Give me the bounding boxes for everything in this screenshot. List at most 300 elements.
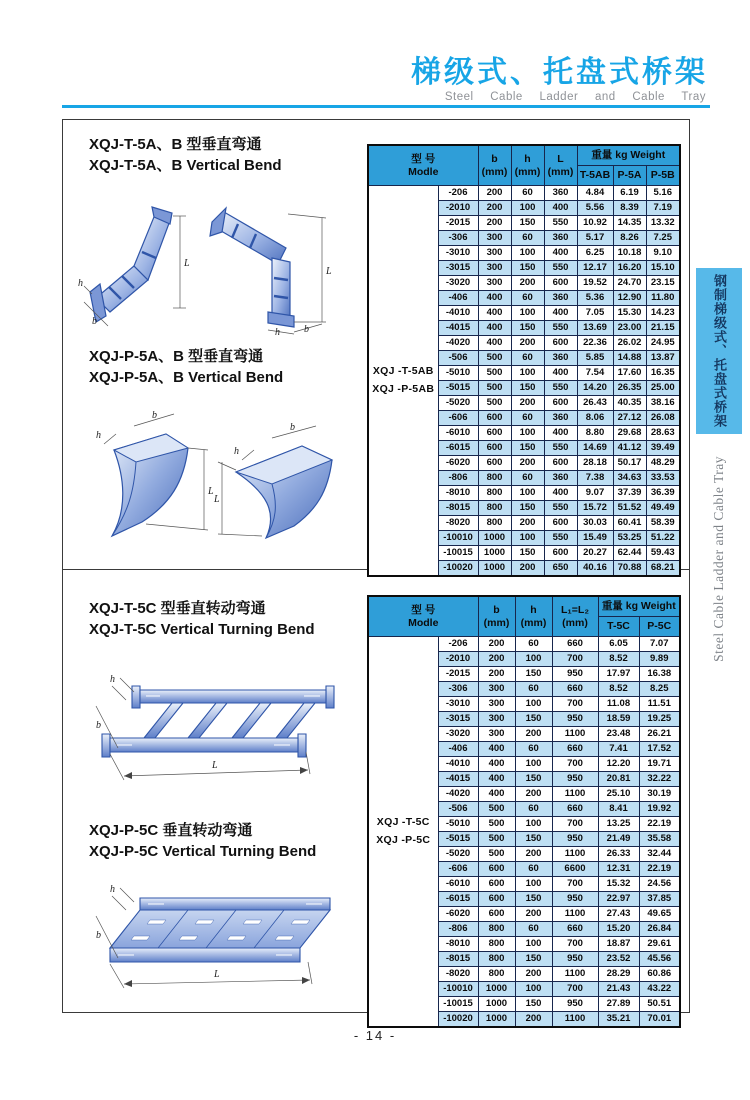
value-cell: 60: [511, 231, 544, 246]
value-cell: 27.12: [613, 411, 646, 426]
value-cell: 500: [478, 802, 515, 817]
value-cell: 12.90: [613, 291, 646, 306]
model-cell: -8020: [438, 516, 478, 531]
value-cell: 8.39: [613, 201, 646, 216]
value-cell: 400: [478, 772, 515, 787]
value-cell: 23.15: [646, 276, 680, 291]
model-cell: -4015: [438, 772, 478, 787]
value-cell: 13.25: [598, 817, 639, 832]
value-cell: 500: [478, 817, 515, 832]
value-cell: 60: [515, 922, 552, 937]
value-cell: 500: [478, 381, 511, 396]
model-cell: -3010: [438, 246, 478, 261]
value-cell: 24.95: [646, 336, 680, 351]
model-cell: -206: [438, 637, 478, 652]
value-cell: 150: [511, 261, 544, 276]
dim-label-h: h: [96, 430, 101, 441]
value-cell: 100: [515, 937, 552, 952]
value-cell: 400: [544, 426, 577, 441]
value-cell: 100: [511, 426, 544, 441]
diagram-ladder-vertical-bend: [76, 186, 366, 336]
value-cell: 400: [544, 306, 577, 321]
value-cell: 60.86: [639, 967, 680, 982]
value-cell: 100: [511, 306, 544, 321]
model-cell: -206: [438, 186, 478, 201]
value-cell: 200: [515, 727, 552, 742]
value-cell: 200: [515, 847, 552, 862]
model-cell: -8020: [438, 967, 478, 982]
value-cell: 200: [478, 186, 511, 201]
value-cell: 200: [478, 667, 515, 682]
value-cell: 800: [478, 486, 511, 501]
value-cell: 200: [511, 516, 544, 531]
spec-table-5c: [367, 595, 681, 1028]
value-cell: 6.25: [577, 246, 613, 261]
value-cell: 400: [478, 757, 515, 772]
value-cell: 59.43: [646, 546, 680, 561]
model-cell: -3020: [438, 727, 478, 742]
value-cell: 28.29: [598, 967, 639, 982]
value-cell: 300: [478, 682, 515, 697]
heading-cn: XQJ-P-5C 垂直转动弯通: [89, 822, 253, 839]
heading-en: XQJ-P-5C Vertical Turning Bend: [89, 843, 317, 860]
value-cell: 9.10: [646, 246, 680, 261]
value-cell: 400: [478, 321, 511, 336]
value-cell: 700: [552, 937, 598, 952]
dim-label-b: b: [96, 720, 101, 731]
value-cell: 30.03: [577, 516, 613, 531]
value-cell: 600: [478, 426, 511, 441]
heading-cn: XQJ-T-5A、B 型垂直弯通: [89, 136, 262, 153]
content-frame: [62, 119, 690, 1024]
value-cell: 11.08: [598, 697, 639, 712]
value-cell: 150: [511, 216, 544, 231]
value-cell: 7.38: [577, 471, 613, 486]
value-cell: 800: [478, 967, 515, 982]
value-cell: 16.35: [646, 366, 680, 381]
value-cell: 60: [515, 682, 552, 697]
col-header-p5b: P-5B: [646, 166, 680, 186]
value-cell: 5.17: [577, 231, 613, 246]
value-cell: 26.08: [646, 411, 680, 426]
value-cell: 22.36: [577, 336, 613, 351]
dim-label-h: h: [275, 327, 280, 336]
value-cell: 7.54: [577, 366, 613, 381]
value-cell: 15.30: [613, 306, 646, 321]
value-cell: 200: [511, 336, 544, 351]
model-cell: -2015: [438, 667, 478, 682]
model-cell: -606: [438, 862, 478, 877]
value-cell: 14.20: [577, 381, 613, 396]
value-cell: 12.17: [577, 261, 613, 276]
col-header-b: b (mm): [478, 145, 511, 186]
dim-label-h: h: [234, 446, 239, 457]
value-cell: 62.44: [613, 546, 646, 561]
value-cell: 200: [515, 967, 552, 982]
value-cell: 17.97: [598, 667, 639, 682]
value-cell: 12.31: [598, 862, 639, 877]
value-cell: 41.12: [613, 441, 646, 456]
value-cell: 950: [552, 772, 598, 787]
value-cell: 600: [478, 907, 515, 922]
value-cell: 43.22: [639, 982, 680, 997]
value-cell: 8.06: [577, 411, 613, 426]
value-cell: 27.43: [598, 907, 639, 922]
value-cell: 300: [478, 697, 515, 712]
value-cell: 660: [552, 742, 598, 757]
value-cell: 300: [478, 261, 511, 276]
model-cell: -4020: [438, 336, 478, 351]
model-cell: -10010: [438, 982, 478, 997]
model-cell: -4010: [438, 306, 478, 321]
value-cell: 68.21: [646, 561, 680, 577]
product-heading-p5ab: [89, 346, 283, 388]
value-cell: 5.85: [577, 351, 613, 366]
value-cell: 30.19: [639, 787, 680, 802]
model-cell: -8015: [438, 952, 478, 967]
value-cell: 100: [515, 652, 552, 667]
value-cell: 13.87: [646, 351, 680, 366]
sidebar-label-en: Steel Cable Ladder and Cable Tray: [711, 456, 726, 662]
value-cell: 800: [478, 937, 515, 952]
diagram-ladder-turning-bend: [76, 662, 366, 812]
col-header-weight: 重量 kg Weight: [598, 596, 680, 617]
value-cell: 27.89: [598, 997, 639, 1012]
value-cell: 550: [544, 321, 577, 336]
value-cell: 13.69: [577, 321, 613, 336]
value-cell: 11.80: [646, 291, 680, 306]
model-cell: -606: [438, 411, 478, 426]
value-cell: 40.35: [613, 396, 646, 411]
value-cell: 23.00: [613, 321, 646, 336]
model-cell: -806: [438, 922, 478, 937]
value-cell: 600: [544, 396, 577, 411]
heading-cn: XQJ-T-5C 型垂直转动弯通: [89, 600, 266, 617]
value-cell: 15.10: [646, 261, 680, 276]
value-cell: 28.18: [577, 456, 613, 471]
value-cell: 150: [511, 321, 544, 336]
dim-label-h: h: [110, 884, 115, 895]
model-cell: -8010: [438, 486, 478, 501]
value-cell: 150: [515, 667, 552, 682]
value-cell: 26.84: [639, 922, 680, 937]
value-cell: 60: [511, 186, 544, 201]
value-cell: 400: [478, 291, 511, 306]
value-cell: 21.43: [598, 982, 639, 997]
value-cell: 700: [552, 817, 598, 832]
value-cell: 300: [478, 276, 511, 291]
value-cell: 60: [511, 351, 544, 366]
value-cell: 1000: [478, 997, 515, 1012]
value-cell: 400: [478, 336, 511, 351]
value-cell: 550: [544, 381, 577, 396]
value-cell: 1000: [478, 561, 511, 577]
value-cell: 600: [544, 516, 577, 531]
value-cell: 60.41: [613, 516, 646, 531]
value-cell: 16.38: [639, 667, 680, 682]
col-header-p5a: P-5A: [613, 166, 646, 186]
value-cell: 360: [544, 351, 577, 366]
dim-label-b: b: [92, 316, 97, 327]
value-cell: 26.43: [577, 396, 613, 411]
value-cell: 200: [478, 637, 515, 652]
model-cell: -406: [438, 291, 478, 306]
value-cell: 600: [544, 546, 577, 561]
value-cell: 1100: [552, 847, 598, 862]
value-cell: 26.35: [613, 381, 646, 396]
value-cell: 300: [478, 712, 515, 727]
value-cell: 22.19: [639, 817, 680, 832]
dim-label-l: L: [326, 266, 332, 277]
value-cell: 32.22: [639, 772, 680, 787]
value-cell: 24.70: [613, 276, 646, 291]
model-cell: -5015: [438, 832, 478, 847]
value-cell: 100: [515, 697, 552, 712]
value-cell: 200: [515, 787, 552, 802]
col-header-b: b (mm): [478, 596, 515, 637]
value-cell: 10.18: [613, 246, 646, 261]
sidebar-category-box: [696, 268, 742, 434]
model-cell: -5010: [438, 817, 478, 832]
value-cell: 360: [544, 231, 577, 246]
value-cell: 60: [511, 471, 544, 486]
value-cell: 150: [515, 952, 552, 967]
value-cell: 200: [511, 276, 544, 291]
col-header-l: L (mm): [544, 145, 577, 186]
value-cell: 16.20: [613, 261, 646, 276]
model-cell: -306: [438, 231, 478, 246]
model-cell: -6020: [438, 456, 478, 471]
value-cell: 950: [552, 667, 598, 682]
value-cell: 150: [511, 381, 544, 396]
value-cell: 8.25: [639, 682, 680, 697]
value-cell: 400: [544, 246, 577, 261]
col-header-h: h (mm): [515, 596, 552, 637]
col-header-weight: 重量 kg Weight: [577, 145, 680, 166]
value-cell: 8.52: [598, 652, 639, 667]
table-row: [368, 186, 680, 201]
value-cell: 60: [515, 802, 552, 817]
value-cell: 39.49: [646, 441, 680, 456]
value-cell: 58.39: [646, 516, 680, 531]
value-cell: 29.61: [639, 937, 680, 952]
value-cell: 13.32: [646, 216, 680, 231]
value-cell: 150: [515, 892, 552, 907]
value-cell: 50.17: [613, 456, 646, 471]
value-cell: 300: [478, 246, 511, 261]
value-cell: 150: [515, 712, 552, 727]
model-cell: -3010: [438, 697, 478, 712]
model-cell: -3015: [438, 712, 478, 727]
col-header-t5c: T-5C: [598, 617, 639, 637]
value-cell: 1100: [552, 967, 598, 982]
col-header-l1l2: L₁=L₂ (mm): [552, 596, 598, 637]
value-cell: 14.35: [613, 216, 646, 231]
value-cell: 9.07: [577, 486, 613, 501]
spec-table-5ab: [367, 144, 681, 577]
value-cell: 29.68: [613, 426, 646, 441]
value-cell: 60: [511, 291, 544, 306]
value-cell: 21.49: [598, 832, 639, 847]
model-cell: -506: [438, 802, 478, 817]
value-cell: 200: [511, 456, 544, 471]
value-cell: 150: [511, 501, 544, 516]
col-header-p5c: P-5C: [639, 617, 680, 637]
value-cell: 100: [515, 982, 552, 997]
value-cell: 60: [515, 862, 552, 877]
value-cell: 600: [544, 456, 577, 471]
value-cell: 26.33: [598, 847, 639, 862]
value-cell: 660: [552, 682, 598, 697]
col-header-t5ab: T-5AB: [577, 166, 613, 186]
value-cell: 150: [511, 546, 544, 561]
diagram-tray-vertical-bend: [76, 404, 366, 559]
value-cell: 150: [515, 832, 552, 847]
value-cell: 25.10: [598, 787, 639, 802]
value-cell: 100: [511, 366, 544, 381]
value-cell: 600: [544, 276, 577, 291]
value-cell: 33.53: [646, 471, 680, 486]
value-cell: 700: [552, 757, 598, 772]
value-cell: 360: [544, 291, 577, 306]
value-cell: 22.19: [639, 862, 680, 877]
model-cell: -5020: [438, 847, 478, 862]
value-cell: 700: [552, 697, 598, 712]
model-cell: -2010: [438, 652, 478, 667]
value-cell: 8.41: [598, 802, 639, 817]
model-cell: -8015: [438, 501, 478, 516]
value-cell: 800: [478, 922, 515, 937]
value-cell: 24.56: [639, 877, 680, 892]
value-cell: 200: [511, 561, 544, 577]
value-cell: 200: [478, 652, 515, 667]
value-cell: 7.05: [577, 306, 613, 321]
value-cell: 150: [515, 997, 552, 1012]
value-cell: 200: [515, 1012, 552, 1028]
value-cell: 500: [478, 351, 511, 366]
value-cell: 6.05: [598, 637, 639, 652]
value-cell: 950: [552, 832, 598, 847]
value-cell: 950: [552, 952, 598, 967]
value-cell: 400: [544, 366, 577, 381]
value-cell: 500: [478, 366, 511, 381]
value-cell: 70.88: [613, 561, 646, 577]
model-cell: -806: [438, 471, 478, 486]
value-cell: 550: [544, 261, 577, 276]
value-cell: 360: [544, 471, 577, 486]
model-cell: -8010: [438, 937, 478, 952]
value-cell: 25.00: [646, 381, 680, 396]
page-title-en: Steel Cable Ladder and Cable Tray: [444, 91, 706, 103]
value-cell: 60: [515, 637, 552, 652]
dim-label-h: h: [110, 674, 115, 685]
value-cell: 600: [478, 411, 511, 426]
value-cell: 200: [511, 396, 544, 411]
value-cell: 700: [552, 877, 598, 892]
value-cell: 53.25: [613, 531, 646, 546]
value-cell: 23.48: [598, 727, 639, 742]
value-cell: 18.87: [598, 937, 639, 952]
value-cell: 23.52: [598, 952, 639, 967]
value-cell: 600: [478, 877, 515, 892]
value-cell: 400: [544, 201, 577, 216]
value-cell: 950: [552, 997, 598, 1012]
value-cell: 500: [478, 832, 515, 847]
value-cell: 26.02: [613, 336, 646, 351]
value-cell: 35.58: [639, 832, 680, 847]
value-cell: 18.59: [598, 712, 639, 727]
value-cell: 15.32: [598, 877, 639, 892]
value-cell: 500: [478, 847, 515, 862]
value-cell: 1100: [552, 907, 598, 922]
value-cell: 38.16: [646, 396, 680, 411]
model-cell: -6015: [438, 892, 478, 907]
model-cell: -10020: [438, 561, 478, 577]
model-cell: -5020: [438, 396, 478, 411]
model-cell: -3015: [438, 261, 478, 276]
value-cell: 28.63: [646, 426, 680, 441]
value-cell: 20.81: [598, 772, 639, 787]
value-cell: 7.19: [646, 201, 680, 216]
value-cell: 4.84: [577, 186, 613, 201]
value-cell: 600: [478, 862, 515, 877]
model-cell: -6015: [438, 441, 478, 456]
heading-en: XQJ-T-5A、B Vertical Bend: [89, 157, 282, 174]
value-cell: 600: [478, 441, 511, 456]
model-cell: -2015: [438, 216, 478, 231]
value-cell: 400: [478, 787, 515, 802]
page-number: - 14 -: [353, 1028, 397, 1043]
value-cell: 5.36: [577, 291, 613, 306]
model-cell: -10015: [438, 546, 478, 561]
value-cell: 660: [552, 637, 598, 652]
value-cell: 600: [478, 892, 515, 907]
col-header-model: 型 号 Modle: [368, 596, 478, 637]
value-cell: 60: [515, 742, 552, 757]
dim-label-l: L: [212, 760, 218, 771]
page-title-cn: 梯级式、托盘式桥架: [411, 56, 708, 89]
model-cell: -3020: [438, 276, 478, 291]
model-cell: -6010: [438, 426, 478, 441]
sidebar-label-en-wrap: [698, 440, 740, 678]
value-cell: 48.29: [646, 456, 680, 471]
value-cell: 400: [478, 742, 515, 757]
value-cell: 400: [544, 486, 577, 501]
model-cell: -4020: [438, 787, 478, 802]
value-cell: 15.49: [577, 531, 613, 546]
value-cell: 45.56: [639, 952, 680, 967]
value-cell: 36.39: [646, 486, 680, 501]
value-cell: 70.01: [639, 1012, 680, 1028]
value-cell: 300: [478, 231, 511, 246]
value-cell: 360: [544, 186, 577, 201]
value-cell: 15.72: [577, 501, 613, 516]
value-cell: 17.60: [613, 366, 646, 381]
dim-label-b: b: [96, 930, 101, 941]
value-cell: 700: [552, 652, 598, 667]
model-cell: -10010: [438, 531, 478, 546]
dim-label-b: b: [152, 410, 157, 421]
value-cell: 100: [515, 817, 552, 832]
dim-label-h: h: [78, 278, 83, 289]
value-cell: 200: [478, 201, 511, 216]
model-cell: -10020: [438, 1012, 478, 1028]
heading-cn: XQJ-P-5A、B 型垂直弯通: [89, 348, 264, 365]
table-row: [368, 637, 680, 652]
value-cell: 6600: [552, 862, 598, 877]
value-cell: 300: [478, 727, 515, 742]
value-cell: 100: [511, 486, 544, 501]
